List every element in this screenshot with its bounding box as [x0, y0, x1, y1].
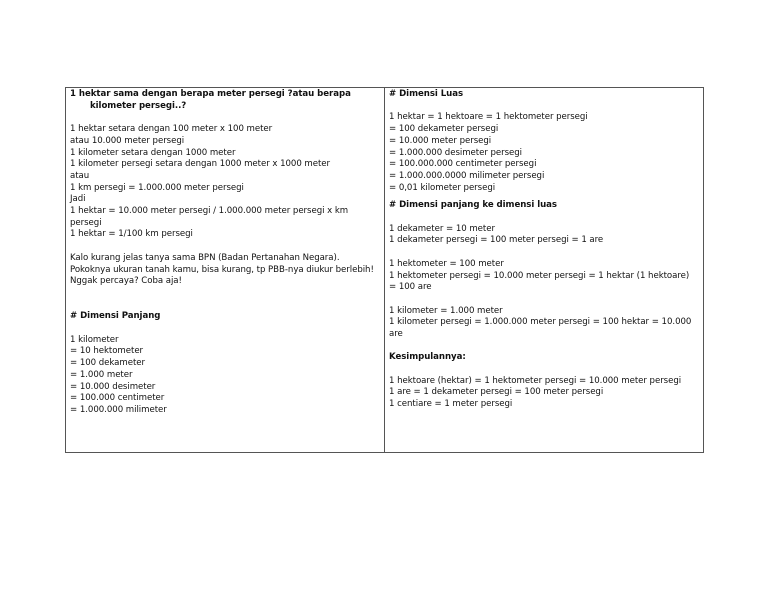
- panjang-line: = 100.000 centimeter: [70, 393, 165, 404]
- kesimpulan-line: 1 hektoare (hektar) = 1 hektometer persegi = 10.000 meter persegi: [389, 375, 682, 386]
- left-column: [66, 88, 385, 452]
- kilometer-line: 1 kilometer persegi = 1.000.000 meter persegi = 100 hektar = 10.000: [389, 317, 692, 328]
- kilometer-line: 1 kilometer = 1.000 meter: [389, 305, 503, 316]
- hektometer-line: = 100 are: [389, 282, 432, 293]
- panjang-line: = 100 dekameter: [70, 358, 145, 369]
- panjang-line: = 10 hektometer: [70, 346, 144, 357]
- explanation-line: 1 hektar setara dengan 100 meter x 100 meter: [70, 124, 273, 135]
- explanation-line: persegi: [70, 217, 102, 228]
- hektometer-line: 1 hektometer persegi = 10.000 meter persegi = 1 hektar (1 hektoare): [389, 270, 690, 281]
- explanation-line: 1 km persegi = 1.000.000 meter persegi: [70, 182, 244, 193]
- dekameter-line: 1 dekameter persegi = 100 meter persegi = 1 are: [389, 235, 604, 246]
- luas-line: = 100 dekameter persegi: [389, 124, 499, 135]
- note-line: Nggak percaya? Coba aja!: [70, 276, 182, 287]
- kilometer-line: are: [389, 329, 403, 339]
- hektometer-line: 1 hektometer = 100 meter: [389, 258, 504, 269]
- luas-line: = 0,01 kilometer persegi: [389, 182, 496, 193]
- explanation-line: 1 hektar = 1/100 km persegi: [70, 229, 193, 240]
- dimensi-panjang-heading: # Dimensi Panjang: [70, 311, 161, 322]
- dimensi-luas-heading: # Dimensi Luas: [389, 89, 464, 99]
- right-column: [385, 88, 703, 452]
- note-line: Kalo kurang jelas tanya sama BPN (Badan Pertanahan Negara).: [70, 252, 340, 263]
- explanation-line: 1 kilometer persegi setara dengan 1000 meter x 1000 meter: [70, 159, 331, 170]
- explanation-line: atau 10.000 meter persegi: [70, 135, 185, 146]
- kesimpulan-line: 1 centiare = 1 meter persegi: [389, 399, 513, 410]
- dekameter-line: 1 dekameter = 10 meter: [389, 223, 495, 234]
- panjang-line: = 1.000 meter: [70, 369, 133, 380]
- explanation-line: 1 hektar = 10.000 meter persegi / 1.000.000 meter persegi x km: [70, 206, 349, 217]
- panjang-line: = 10.000 desimeter: [70, 381, 156, 392]
- question-title-line-1: 1 hektar sama dengan berapa meter persegi ?atau berapa: [70, 89, 351, 99]
- luas-line: = 1.000.000 desimeter persegi: [389, 147, 523, 158]
- explanation-line: atau: [70, 170, 90, 181]
- panjang-line: 1 kilometer: [70, 334, 119, 345]
- note-line: Pokoknya ukuran tanah kamu, bisa kurang, tp PBB-nya diukur berlebih!: [70, 264, 374, 275]
- luas-line: = 100.000.000 centimeter persegi: [389, 159, 537, 170]
- explanation-line: 1 kilometer setara dengan 1000 meter: [70, 147, 236, 158]
- question-title-line-2: kilometer persegi..?: [90, 100, 187, 111]
- konversi-heading: # Dimensi panjang ke dimensi luas: [389, 200, 557, 211]
- luas-line: = 10.000 meter persegi: [389, 135, 492, 146]
- luas-line: 1 hektar = 1 hektoare = 1 hektometer persegi: [389, 112, 588, 123]
- luas-line: = 1.000.000.0000 milimeter persegi: [389, 170, 545, 181]
- panjang-line: = 1.000.000 milimeter: [70, 404, 167, 415]
- document-table: [65, 87, 704, 453]
- kesimpulan-line: 1 are = 1 dekameter persegi = 100 meter persegi: [389, 387, 604, 398]
- explanation-line: Jadi: [70, 194, 86, 205]
- kesimpulan-heading: Kesimpulannya:: [389, 352, 466, 363]
